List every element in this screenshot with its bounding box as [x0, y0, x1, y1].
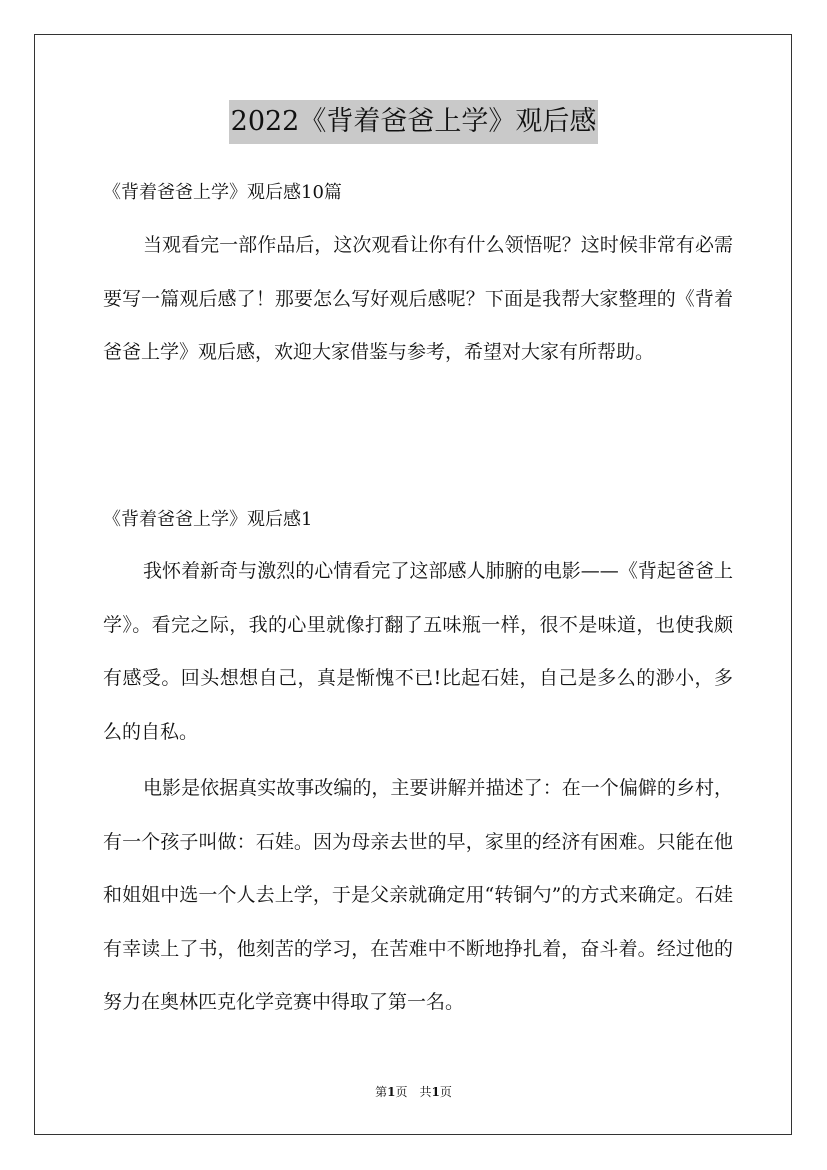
section-heading: 《背着爸爸上学》观后感1 [103, 509, 313, 530]
intro-paragraph: 当观看完一部作品后，这次观看让你有什么领悟呢？这时候非常有必需要写一篇观后感了！那要怎么写好观后感呢？下面是我帮大家整理的《背着爸爸上学》观后感，欢迎大家借鉴与参考，希望对大家有所帮助。 [103, 234, 733, 363]
footer-page-suffix: 页 [439, 1085, 452, 1099]
title-container [0, 100, 827, 144]
footer-page-current: 1 [387, 1085, 396, 1099]
document-title: 2022《背着爸爸上学》观后感 [229, 100, 599, 144]
body-paragraph-2: 电影是依据真实故事改编的，主要讲解并描述了：在一个偏僻的乡村，有一个孩子叫做：石娃。因为母亲去世的早，家里的经济有困难。只能在他和姐姐中选一个人去上学，于是父亲就确定用“转铜勺”的方式来确定。石娃有幸读上了书，他刻苦的学习，在苦难中不断地挣扎着，奋斗着。经过他的努力在奥林匹克化学竞赛中得取了第一名。 [103, 777, 733, 1013]
page-footer [0, 1083, 827, 1101]
footer-page-mid: 页 共 [395, 1085, 432, 1099]
footer-page-total: 1 [431, 1085, 440, 1099]
body-paragraph-1: 我怀着新奇与激烈的心情看完了这部感人肺腑的电影——《背起爸爸上学》。看完之际，我的心里就像打翻了五味瓶一样，很不是味道，也使我颇有感受。回头想想自己，真是惭愧不已!比起石娃，自己是多么的渺小，多么的自私。 [103, 560, 733, 743]
footer-page-prefix: 第 [375, 1085, 388, 1099]
document-subtitle: 《背着爸爸上学》观后感10篇 [103, 182, 342, 203]
